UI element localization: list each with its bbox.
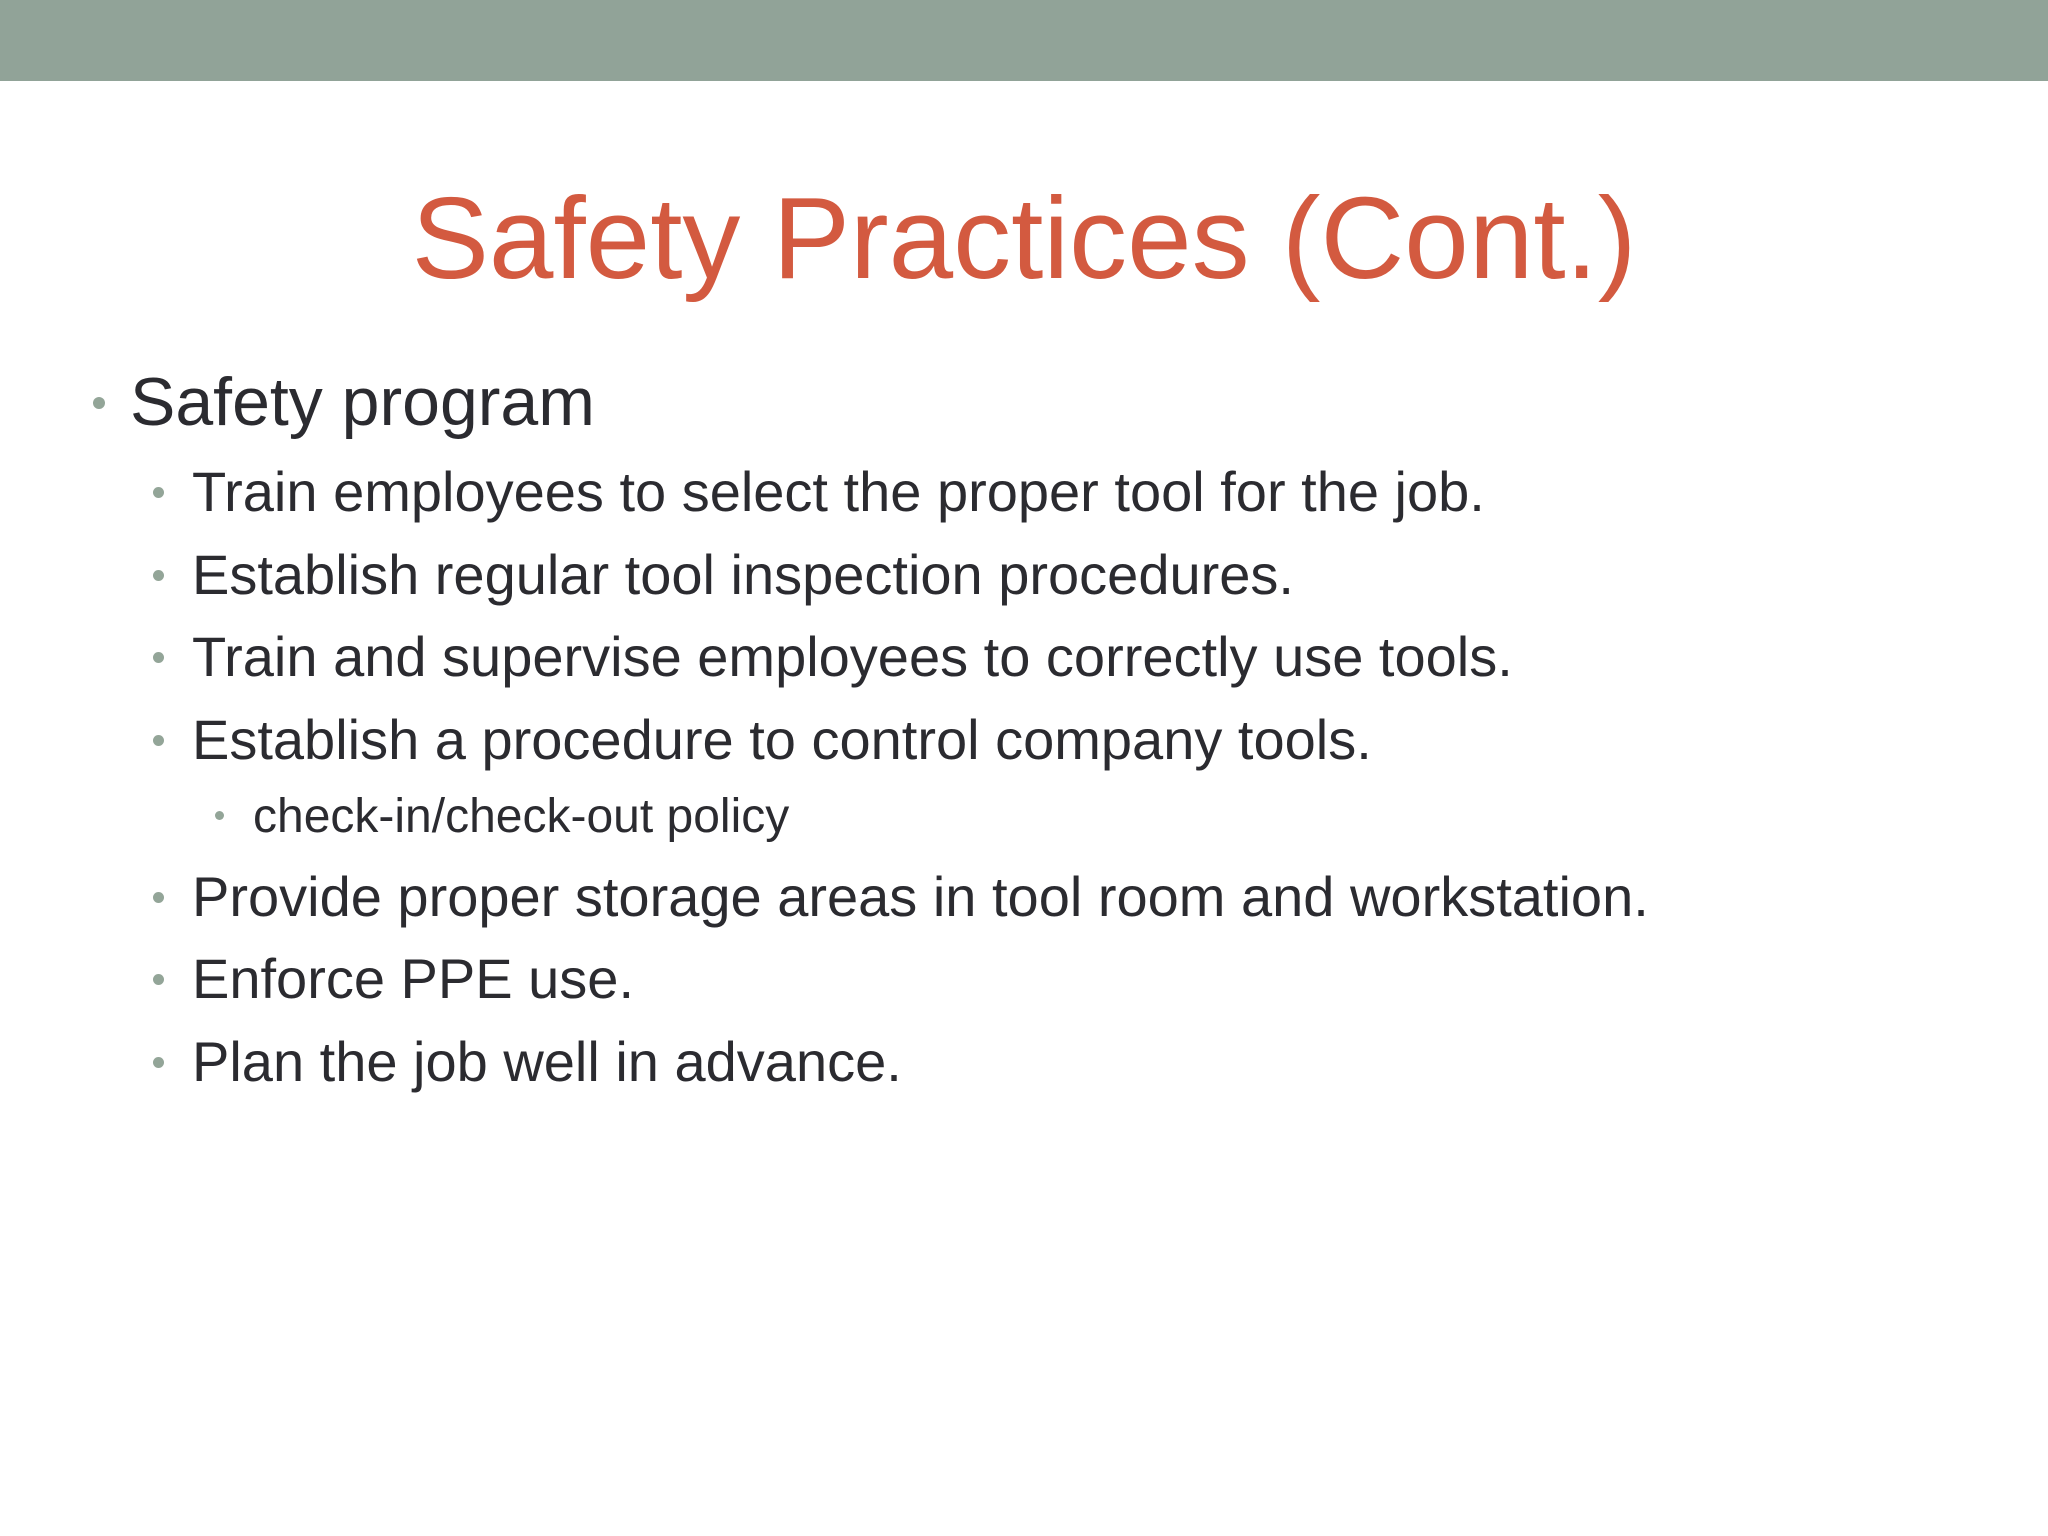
bullet-text: Safety program [130,364,595,440]
bullet-dot-icon [153,652,164,663]
bullet-dot-icon [153,1057,164,1068]
bullet-item-safety-program [130,362,595,442]
bullet-dot-icon [153,735,164,746]
bullet-dot-icon [153,570,164,581]
bullet-item-inspection [192,542,1294,608]
bullet-item-plan [192,1029,902,1095]
bullet-text: Plan the job well in advance. [192,1030,902,1093]
bullet-item-ppe [192,946,634,1012]
bullet-dot-icon [215,811,224,820]
bullet-text: Provide proper storage areas in tool room and workstation. [192,865,1649,928]
bullet-text: Train and supervise employees to correctly use tools. [192,625,1513,688]
bullet-text: check-in/check-out policy [253,790,790,843]
bullet-dot-icon [93,397,105,409]
bullet-dot-icon [153,974,164,985]
bullet-dot-icon [153,892,164,903]
bullet-item-control [192,707,1372,773]
bullet-dot-icon [153,487,164,498]
bullet-item-checkin [253,788,789,846]
bullet-item-storage [192,864,1649,930]
bullet-item-supervise [192,624,1513,690]
bullet-text: Train employees to select the proper tool for the job. [192,460,1485,523]
bullet-text: Enforce PPE use. [192,947,635,1010]
bullet-text: Establish a procedure to control company tools. [192,708,1372,771]
bullet-item-train-select [192,459,1485,525]
slide-title: Safety Practices (Cont.) [411,173,1637,303]
bullet-text: Establish regular tool inspection procedures. [192,543,1294,606]
